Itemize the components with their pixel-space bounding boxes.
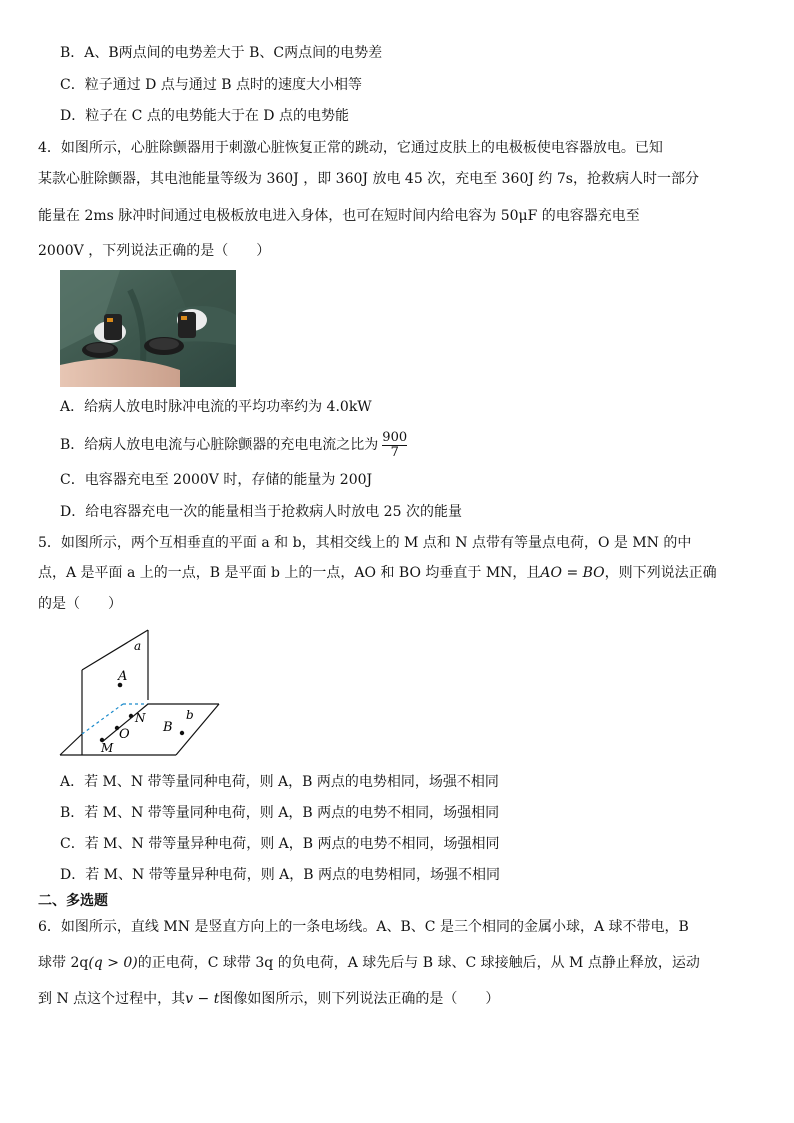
- label-point-n: N: [135, 711, 146, 725]
- q5-option-d: D．若 M、N 带等量异种电荷，则 A，B 两点的电势相同，场强不相同: [60, 867, 501, 883]
- q3-option-d: D．粒子在 C 点的电势能大于在 D 点的电势能: [60, 108, 349, 124]
- q5-stem-line2-end: ，则下列说法正确: [604, 565, 717, 581]
- q4-option-d: D．给电容器充电一次的能量相当于抢救病人时放电 25 次的能量: [60, 504, 462, 520]
- label-plane-a: a: [134, 639, 142, 653]
- perpendicular-planes-diagram: [58, 628, 223, 760]
- q3-option-b: B．A、B两点间的电势差大于 B、C两点间的电势差: [60, 45, 383, 61]
- q4-stem-line2: 某款心脏除颤器，其电池能量等级为 360J ，即 360J 放电 45 次，充电至 360J 约 7s，抢救病人时一部分: [38, 171, 699, 187]
- q5-stem-line2-text: 点，A 是平面 a 上的一点，B 是平面 b 上的一点，AO 和 BO 均垂直于 MN，且: [38, 565, 541, 581]
- defibrillator-photo-illustration: [60, 270, 236, 387]
- q6-stem-line3: [38, 989, 499, 1009]
- q5-stem-line2: [38, 563, 717, 583]
- section-heading-multiple-choice: 二、多选题: [38, 893, 108, 909]
- q4-option-a: A．给病人放电时脉冲电流的平均功率约为 4.0kW: [60, 399, 372, 415]
- q5-option-b: B．若 M、N 带等量同种电荷，则 A，B 两点的电势不相同，场强相同: [60, 805, 500, 821]
- q5-stem-line1: 5．如图所示，两个互相垂直的平面 a 和 b，其相交线上的 M 点和 N 点带有等量点电荷，O 是 MN 的中: [38, 535, 692, 551]
- q4-stem-line4: 2000V ，下列说法正确的是（ ）: [38, 243, 271, 259]
- q5-math-ao-bo: AO = BO: [540, 565, 605, 581]
- q4-option-b-fraction: [382, 431, 407, 460]
- q5-stem-line3: 的是（ ）: [38, 596, 122, 612]
- q5-option-a: A．若 M、N 带等量同种电荷，则 A，B 两点的电势相同，场强不相同: [60, 774, 499, 790]
- q3-option-c: C．粒子通过 D 点与通过 B 点时的速度大小相等: [60, 77, 363, 93]
- q6-stem-line3-text: 到 N 点这个过程中，其: [38, 991, 186, 1007]
- label-point-a: A: [118, 669, 128, 684]
- q6-stem-line2-end: 的正电荷，C 球带 3q 的负电荷，A 球先后与 B 球、C 球接触后，从 M 点静止释放，运动: [137, 955, 700, 971]
- q4-stem-line3: 能量在 2ms 脉冲时间通过电极板放电进入身体，也可在短时间内给电容为 50μF 的电容器充电至: [38, 208, 640, 224]
- label-point-m: M: [101, 741, 114, 755]
- q6-math-q-positive: (q > 0): [88, 955, 138, 971]
- q4-option-b: [60, 425, 407, 465]
- fraction-denominator: 7: [390, 444, 399, 460]
- q4-stem-line1: 4．如图所示，心脏除颤器用于刺激心脏恢复正常的跳动，它通过皮肤上的电极板使电容器放电。已知: [38, 140, 663, 156]
- label-plane-b: b: [186, 708, 194, 722]
- q6-stem-line2: [38, 953, 700, 973]
- q6-math-v-t: v − t: [185, 991, 220, 1007]
- fraction-numerator: 900: [382, 429, 408, 445]
- defibrillator-photo: [60, 270, 236, 387]
- q6-stem-line3-end: 图像如图所示，则下列说法正确的是（ ）: [219, 991, 500, 1007]
- label-point-o: O: [119, 727, 130, 742]
- q6-stem-line1: 6．如图所示，直线 MN 是竖直方向上的一条电场线。A、B、C 是三个相同的金属小球，A 球不带电，B: [38, 919, 689, 935]
- q6-stem-line2-text: 球带 2q: [38, 955, 89, 971]
- q4-option-c: C．电容器充电至 2000V 时，存储的能量为 200J: [60, 472, 373, 488]
- q4-option-b-text: B．给病人放电电流与心脏除颤器的充电电流之比为: [60, 437, 379, 453]
- label-point-b: B: [163, 720, 173, 735]
- q5-option-c: C．若 M、N 带等量异种电荷，则 A，B 两点的电势不相同，场强相同: [60, 836, 500, 852]
